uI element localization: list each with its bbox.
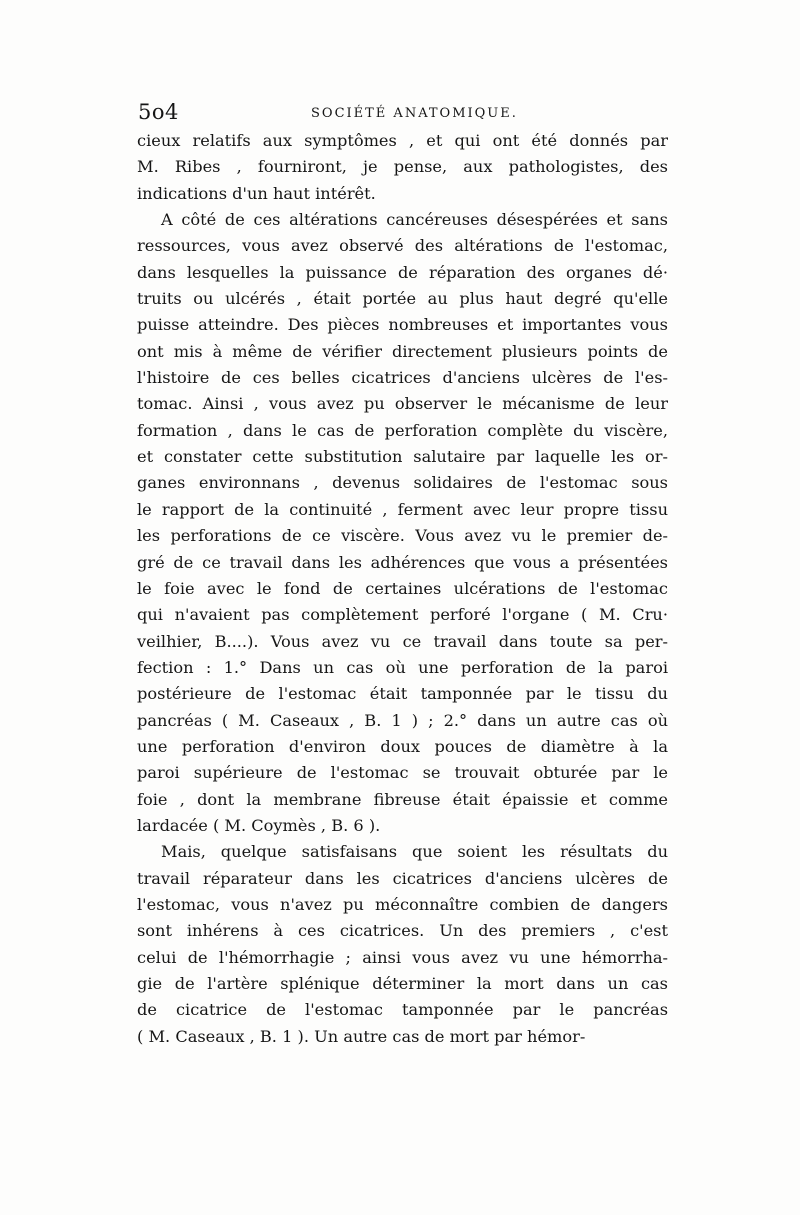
running-head bbox=[138, 100, 668, 130]
paragraph bbox=[137, 128, 668, 207]
text-line: une perforation d'environ doux pouces de diamètre à la bbox=[137, 736, 668, 756]
text-line: gré de ce travail dans les adhérences que vous a présentées bbox=[137, 552, 668, 572]
text-line: veilhier, B....). Vous avez vu ce travail dans toute sa per- bbox=[137, 631, 668, 651]
paragraph bbox=[137, 207, 668, 839]
text-line: foie , dont la membrane fibreuse était épaissie et comme bbox=[137, 789, 668, 809]
paragraph bbox=[137, 839, 668, 1050]
text-line: truits ou ulcérés , était portée au plus haut degré qu'elle bbox=[137, 289, 668, 309]
text-line: M. Ribes , fourniront, je pense, aux pathologistes, des bbox=[137, 157, 668, 177]
text-line: ganes environnans , devenus solidaires de l'estomac sous bbox=[137, 473, 668, 493]
text-line: de cicatrice de l'estomac tamponnée par le pancréas bbox=[137, 1000, 668, 1020]
text-line: l'histoire de ces belles cicatrices d'anciens ulcères de l'es- bbox=[137, 368, 668, 388]
text-line: A côté de ces altérations cancéreuses désespérées et sans bbox=[161, 210, 668, 230]
text-line: puisse atteindre. Des pièces nombreuses et importantes vous bbox=[137, 315, 668, 335]
text-line: l'estomac, vous n'avez pu méconnaître combien de dangers bbox=[137, 894, 668, 914]
text-line: et constater cette substitution salutaire par laquelle les or- bbox=[137, 447, 668, 467]
text-line: qui n'avaient pas complètement perforé l'organe ( M. Cru· bbox=[137, 605, 668, 625]
text-line: formation , dans le cas de perforation complète du viscère, bbox=[137, 420, 668, 440]
text-line: Mais, quelque satisfaisans que soient les résultats du bbox=[161, 842, 668, 862]
text-line: dans lesquelles la puissance de réparation des organes dé· bbox=[137, 262, 668, 282]
text-line: le foie avec le fond de certaines ulcérations de l'estomac bbox=[137, 578, 668, 598]
text-line: celui de l'hémorrhagie ; ainsi vous avez vu une hémorrha- bbox=[137, 947, 668, 967]
text-line: cieux relatifs aux symptômes , et qui ont été donnés par bbox=[137, 131, 668, 150]
text-line: indications d'un haut intérêt. bbox=[137, 183, 376, 203]
text-line: paroi supérieure de l'estomac se trouvait obturée par le bbox=[137, 763, 668, 783]
text-line: le rapport de la continuité , ferment avec leur propre tissu bbox=[137, 499, 668, 519]
text-line: lardacée ( M. Coymès , B. 6 ). bbox=[137, 815, 381, 835]
text-line: ressources, vous avez observé des altérations de l'estomac, bbox=[137, 236, 668, 256]
text-line: ( M. Caseaux , B. 1 ). Un autre cas de mort par hémor- bbox=[137, 1026, 586, 1046]
text-line: postérieure de l'estomac était tamponnée par le tissu du bbox=[137, 684, 668, 704]
text-line: fection : 1.° Dans un cas où une perforation de la paroi bbox=[137, 657, 668, 677]
text-line: gie de l'artère splénique déterminer la mort dans un cas bbox=[137, 974, 668, 993]
page-number: 5o4 bbox=[138, 100, 179, 124]
text-line: les perforations de ce viscère. Vous avez vu le premier de- bbox=[137, 526, 668, 546]
text-line: sont inhérens à ces cicatrices. Un des premiers , c'est bbox=[137, 921, 668, 941]
text-line: travail réparateur dans les cicatrices d'anciens ulcères de bbox=[137, 868, 668, 888]
text-line: ont mis à même de vérifier directement plusieurs points de bbox=[137, 341, 668, 361]
text-line: pancréas ( M. Caseaux , B. 1 ) ; 2.° dans un autre cas où bbox=[137, 710, 668, 730]
text-line: tomac. Ainsi , vous avez pu observer le mécanisme de leur bbox=[137, 394, 668, 414]
header-title: SOCIÉTÉ ANATOMIQUE. bbox=[311, 106, 518, 121]
body-text bbox=[137, 128, 668, 1050]
